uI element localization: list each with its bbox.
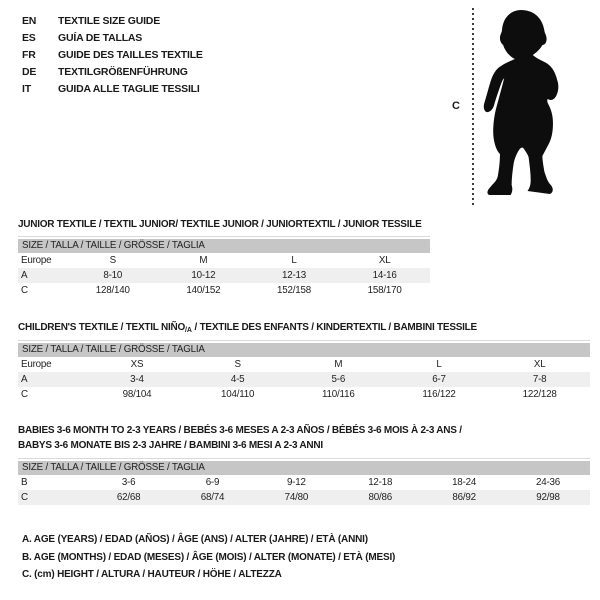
lang-title: TEXTILE SIZE GUIDE [58,15,160,27]
children-size-table [18,340,590,402]
cell: 6-9 [205,477,220,488]
babies-table-grid [18,475,590,505]
lang-code: DE [22,66,37,78]
height-measure-label: C [452,100,460,112]
cell: L [291,255,297,266]
title-line-1: BABIES 3-6 MONTH TO 2-3 YEARS / BEBÉS 3-6 MESES A 2-3 AÑOS / BÉBÉS 3-6 MOIS À 2-3 ANS / [18,425,462,436]
cell: 104/110 [220,389,255,400]
cell: 158/170 [367,285,402,296]
cell: 128/140 [95,285,130,296]
row-label: B [21,477,28,488]
lang-row-es [22,30,203,47]
cell: 68/74 [200,492,225,503]
note-age-months: B. AGE (MONTHS) / EDAD (MESES) / ÂGE (MOIS) / ALTER (MONATE) / ETÀ (MESI) [22,551,396,563]
table-row [18,253,430,268]
title-part: CHILDREN'S TEXTILE / TEXTIL NIÑO [18,322,185,333]
cell: 9-12 [286,477,306,488]
cell: 3-6 [121,477,136,488]
junior-size-table [18,236,430,298]
row-label: Europe [21,359,52,370]
cell: M [199,255,208,266]
cell: 122/128 [522,389,557,400]
lang-row-en [22,13,203,30]
table-row [18,268,430,283]
table-row [18,357,590,372]
junior-table-grid [18,253,430,298]
cell: 80/86 [368,492,392,503]
table-row [18,283,430,298]
children-table-grid [18,357,590,402]
cell: 92/98 [536,492,560,503]
row-label: C [21,285,28,296]
lang-title: GUIDE DES TAILLES TEXTILE [58,49,203,61]
lang-code: IT [22,83,31,95]
height-dotted-line [472,8,474,206]
note-height-cm: C. (cm) HEIGHT / ALTURA / HAUTEUR / HÖHE / ALTEZZA [22,569,282,580]
table-top-rule [18,340,590,341]
cell: 18-24 [452,477,477,488]
lang-code: EN [22,15,37,27]
cell: 110/116 [322,389,355,400]
size-header-bar: SIZE / TALLA / TAILLE / GRÖSSE / TAGLIA [18,461,590,475]
lang-row-de [22,64,203,81]
size-header-bar: SIZE / TALLA / TAILLE / GRÖSSE / TAGLIA [18,343,590,357]
cell: 98/104 [122,389,152,400]
cell: 8-10 [103,270,123,281]
table-top-rule [18,458,590,459]
lang-code: FR [22,49,36,61]
cell: 12-18 [368,477,393,488]
title-subscript: /A [184,327,192,334]
cell: XL [533,359,546,370]
cell: 6-7 [432,374,446,385]
cell: 62/68 [116,492,141,503]
lang-code: ES [22,32,36,44]
table-row [18,490,590,505]
lang-row-fr [22,47,203,64]
cell: 5-6 [331,374,346,385]
cell: 10-12 [191,270,216,281]
legend-notes [22,531,395,584]
table-top-rule [18,236,430,237]
children-table-title [18,320,588,338]
title-line-2: BABYS 3-6 MONATE BIS 2-3 JAHRE / BAMBINI 3-6 MESI A 2-3 ANNI [18,440,323,451]
row-label: C [21,492,28,503]
table-row [18,475,590,490]
cell: 140/152 [186,285,221,296]
cell: 86/92 [452,492,476,503]
lang-row-it [22,81,203,98]
cell: 14-16 [372,270,397,281]
language-title-list [22,13,203,98]
cell: XL [378,255,391,266]
cell: 116/122 [422,389,456,400]
table-row [18,372,590,387]
cell: 7-8 [532,374,547,385]
row-label: A [21,270,28,281]
lang-title: TEXTILGRÖßENFÜHRUNG [58,66,188,78]
title-part: / TEXTILE DES ENFANTS / KINDERTEXTIL / BAMBINI TESSILE [191,322,477,333]
lang-title: GUIDA ALLE TAGLIE TESSILI [58,83,200,95]
note-age-years: A. AGE (YEARS) / EDAD (AÑOS) / ÂGE (ANS) / ALTER (JAHRE) / ETÀ (ANNI) [22,534,368,545]
row-label: C [21,389,28,400]
cell: S [234,359,241,370]
cell: 3-4 [130,374,144,385]
row-label: Europe [21,255,52,266]
cell: 24-36 [535,477,561,488]
babies-size-table [18,458,590,505]
cell: 152/158 [276,285,311,296]
size-header-bar: SIZE / TALLA / TAILLE / GRÖSSE / TAGLIA [18,239,430,253]
cell: XS [130,359,144,370]
cell: 12-13 [281,270,307,281]
table-row [18,387,590,402]
junior-table-title: JUNIOR TEXTILE / TEXTIL JUNIOR/ TEXTILE JUNIOR / JUNIORTEXTIL / JUNIOR TESSILE [18,219,422,230]
row-label: A [21,374,28,385]
lang-title: GUÍA DE TALLAS [58,32,143,44]
cell: 4-5 [230,374,245,385]
cell: 74/80 [284,492,309,503]
cell: L [436,359,442,370]
cell: S [109,255,116,266]
baby-silhouette-icon [483,4,589,209]
babies-table-title [18,423,588,453]
cell: M [334,359,343,370]
